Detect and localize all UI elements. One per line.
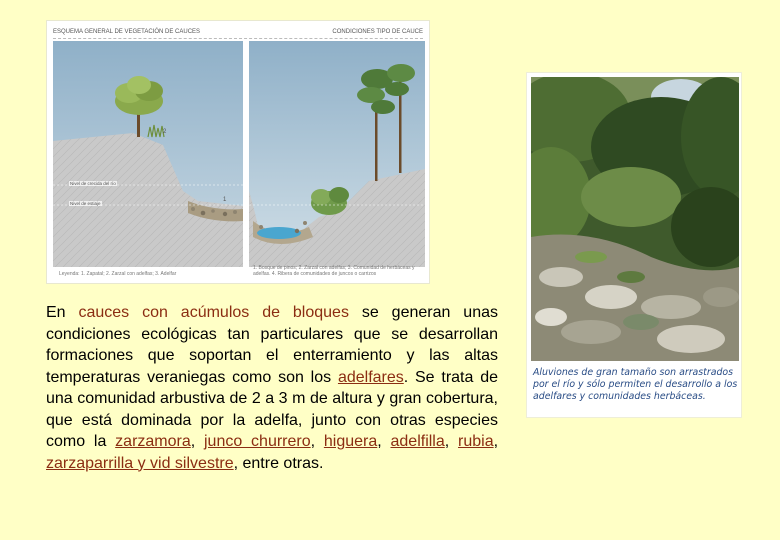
text-segment: ,	[377, 433, 391, 450]
keyword-adelfilla: adelfilla	[390, 433, 445, 450]
diagram-header-title: ESQUEMA GENERAL DE VEGETACIÓN DE CAUCES	[53, 29, 201, 35]
text-segment: se generan unas condiciones ecológicas tan particulares que se desarrollan formaciones que soportan el enterramiento y las altas temperaturas veraniegas como son los	[46, 304, 499, 386]
flood-level-label: Nivel de crecida del río	[70, 181, 116, 186]
keyword-blocky-channels: cauces con acúmulos de bloques	[78, 304, 349, 321]
svg-text:2: 2	[163, 129, 167, 135]
text-segment: . Se trata de una comunidad arbustiva de 2 a 3 m de altura y gran cobertura, que está dominada por la adelfa, junto con otras especies como la	[46, 368, 499, 450]
keyword-junco-churrero: junco churrero	[204, 433, 311, 450]
keyword-higuera: higuera	[323, 433, 378, 450]
keyword-zarzamora: zarzamora	[115, 433, 191, 450]
text-segment: En	[46, 304, 79, 321]
text-segment: ,	[444, 433, 459, 450]
keyword-zarzaparrilla-vid: zarzaparrilla y vid silvestre	[46, 454, 234, 472]
diagram-caption-left: Leyenda: 1. Zapatal; 2. Zarzal con adelfas; 3. Adelfar	[59, 271, 177, 277]
riverbed-photo	[531, 77, 739, 361]
svg-text:1: 1	[223, 197, 227, 203]
riverbed-photo-card	[526, 72, 742, 418]
diagram-panel-right	[249, 41, 425, 267]
text-segment: , entre otras.	[233, 454, 324, 472]
diagram-caption-right: 1. Bosque de pinos; 2. Zarzal con adelfas; 3. Comunidad de herbáceas y adelfas. 4. Ribera de comunidades de juncos o carrizos	[253, 265, 415, 277]
text-segment: ,	[190, 433, 204, 450]
diagram-header-right: CONDICIONES TIPO DE CAUCE	[332, 29, 423, 35]
vegetation-diagram	[46, 20, 430, 284]
diagram-panel-left	[53, 41, 243, 267]
text-segment: ,	[493, 433, 499, 450]
keyword-adelfares: adelfares	[337, 368, 404, 386]
text-segment: ,	[310, 433, 324, 450]
photo-caption: Aluviones de gran tamaño son arrastrados por el río y sólo permiten el desarrollo a los adelfares y comunidades herbáceas.	[533, 367, 738, 402]
keyword-rubia: rubia	[458, 433, 494, 450]
low-water-level-label: Nivel de estiaje	[70, 201, 101, 206]
body-paragraph	[46, 302, 498, 474]
diagram-header	[53, 27, 423, 39]
